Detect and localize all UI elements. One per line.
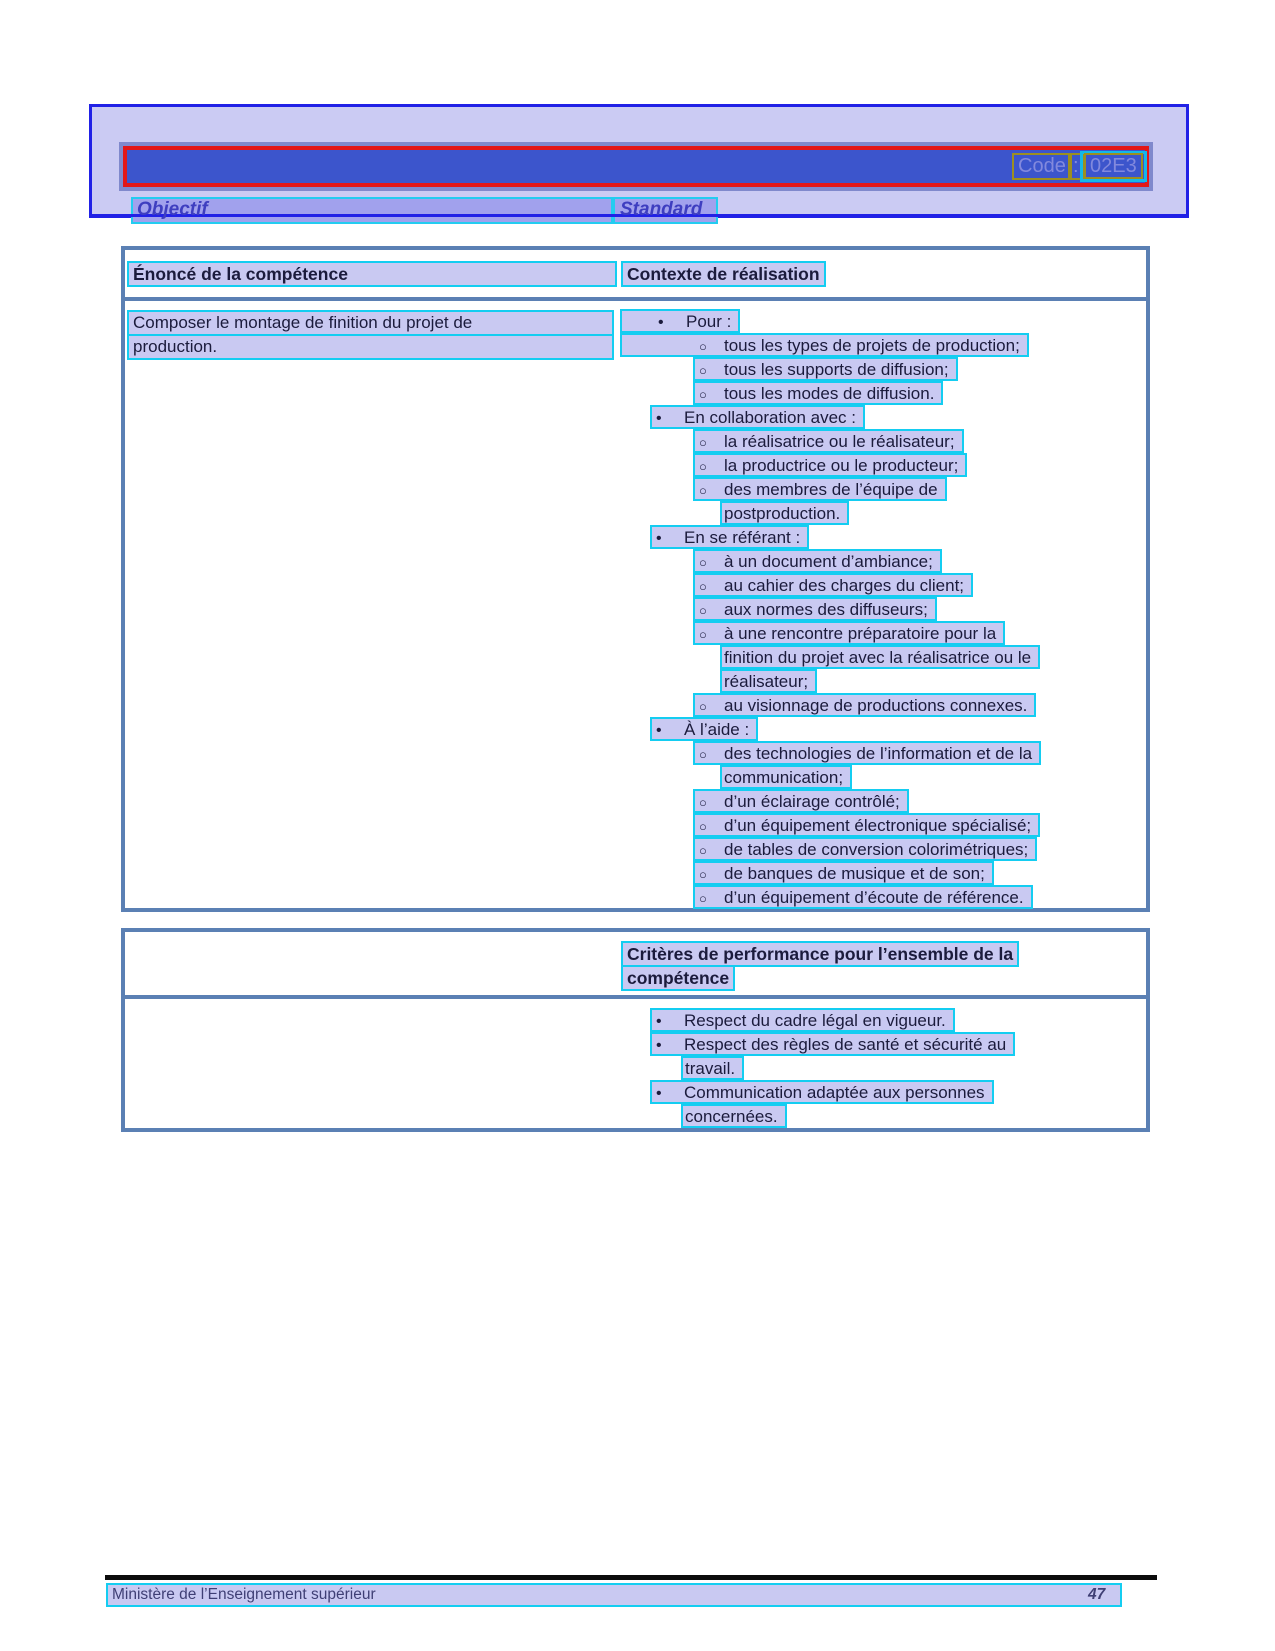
text-highlight [681, 1056, 744, 1080]
bullet-icon: ○ [699, 627, 707, 642]
list-item-label: la réalisatrice ou le réalisateur; [724, 432, 955, 451]
list-item-label: aux normes des diffuseurs; [724, 600, 928, 619]
bullet-icon: • [656, 722, 662, 739]
text-highlight [693, 477, 947, 501]
list-item [620, 717, 1155, 741]
text-highlight [650, 1080, 994, 1104]
table2-header-line [621, 965, 735, 991]
text-highlight [620, 333, 1029, 357]
text-highlight [681, 1104, 787, 1128]
list-item-label: tous les supports de diffusion; [724, 360, 949, 379]
list-item-continuation [620, 501, 1155, 525]
bullet-icon: • [656, 1037, 662, 1054]
list-item [620, 381, 1155, 405]
table2-header-text: compétence [627, 968, 730, 988]
table1-col2-header-label: Contexte de réalisation [627, 264, 820, 284]
bullet-icon: ○ [699, 891, 707, 906]
objectif-label: Objectif [137, 199, 208, 220]
list-item [620, 573, 1155, 597]
list-item-continuation [620, 1104, 1155, 1128]
list-item-label: des technologies de l’information et de la [724, 744, 1033, 763]
bullet-icon: ○ [699, 435, 707, 450]
bullet-icon: ○ [699, 795, 707, 810]
bullet-icon: ○ [699, 819, 707, 834]
bullet-icon: ○ [699, 459, 707, 474]
competence-statement-line [127, 310, 614, 336]
list-item [620, 333, 1155, 357]
bullet-icon: ○ [699, 843, 707, 858]
list-item-label: au cahier des charges du client; [724, 576, 965, 595]
list-item-label: d’un équipement électronique spécialisé; [724, 816, 1032, 835]
bullet-icon: ○ [699, 579, 707, 594]
criteria-list [620, 1008, 1155, 1128]
list-item [620, 405, 1155, 429]
list-item [620, 453, 1155, 477]
table1-col1-header-label: Énoncé de la compétence [133, 264, 348, 284]
text-highlight [693, 861, 994, 885]
list-item-label: à un document d’ambiance; [724, 552, 933, 571]
list-item [620, 861, 1155, 885]
list-item-continuation [620, 1056, 1155, 1080]
list-item [620, 525, 1155, 549]
list-item-label: Communication adaptée aux personnes [684, 1083, 985, 1102]
text-highlight [693, 789, 909, 813]
text-highlight [720, 765, 852, 789]
list-item-label: tous les types de projets de production; [724, 336, 1020, 355]
text-highlight [693, 885, 1033, 909]
bullet-icon: • [656, 530, 662, 547]
list-item-label: des membres de l’équipe de [724, 480, 938, 499]
bullet-icon: • [658, 314, 664, 331]
list-item-label: tous les modes de diffusion. [724, 384, 935, 403]
text-highlight [720, 669, 817, 693]
bullet-icon: ○ [699, 387, 707, 402]
title-banner [123, 146, 1149, 187]
competence-statement-text: production. [133, 337, 218, 356]
list-item-continuation [620, 645, 1155, 669]
text-highlight [693, 621, 1005, 645]
code-separator: : [1068, 153, 1084, 180]
list-item-label: à une rencontre préparatoire pour la [724, 624, 997, 643]
standard-label: Standard [620, 199, 703, 220]
text-highlight [693, 813, 1040, 837]
list-item [620, 789, 1155, 813]
list-item [620, 1032, 1155, 1056]
text-highlight [620, 309, 740, 333]
list-item [620, 1080, 1155, 1104]
list-item-label: de tables de conversion colorimétriques; [724, 840, 1029, 859]
bullet-icon: ○ [699, 363, 707, 378]
text-highlight [650, 1032, 1015, 1056]
table2-header-line [621, 941, 1019, 967]
list-item [620, 621, 1155, 645]
list-item [620, 885, 1155, 909]
bullet-icon: • [656, 1013, 662, 1030]
code-value-box [1080, 151, 1147, 182]
list-item [620, 549, 1155, 573]
list-item-label: En se référant : [684, 528, 801, 547]
bullet-icon: ○ [699, 699, 707, 714]
footer-ministry: Ministère de l’Enseignement supérieur [112, 1586, 376, 1603]
list-item [620, 1008, 1155, 1032]
bullet-icon: • [656, 1085, 662, 1102]
list-item-continuation [620, 765, 1155, 789]
context-list [620, 309, 1155, 909]
text-highlight [693, 741, 1041, 765]
list-item-label: finition du projet avec la réalisatrice ou le [724, 648, 1032, 667]
table2-header-text: Critères de performance pour l’ensemble de la [627, 944, 1014, 964]
table1-header-divider [121, 297, 1150, 301]
footer-rule [105, 1575, 1157, 1580]
list-item [620, 429, 1155, 453]
list-item-label: d’un éclairage contrôlé; [724, 792, 900, 811]
list-item-label: d’un équipement d’écoute de référence. [724, 888, 1024, 907]
text-highlight [693, 453, 967, 477]
list-item-label: Respect des règles de santé et sécurité au [684, 1035, 1007, 1054]
list-item [620, 477, 1155, 501]
list-item-label: de banques de musique et de son; [724, 864, 985, 883]
list-item [620, 813, 1155, 837]
table1-col2-header [621, 261, 826, 287]
list-item-label: Pour : [686, 312, 732, 331]
list-item [620, 309, 1155, 333]
bullet-icon: ○ [699, 555, 707, 570]
list-item-label: En collaboration avec : [684, 408, 856, 427]
text-highlight [720, 645, 1040, 669]
list-item-label: concernées. [685, 1107, 778, 1126]
list-item-label: au visionnage de productions connexes. [724, 696, 1028, 715]
list-item [620, 837, 1155, 861]
table2-header-divider [121, 995, 1150, 999]
text-highlight [650, 525, 809, 549]
text-highlight [693, 429, 964, 453]
text-highlight [650, 717, 758, 741]
text-highlight [650, 1008, 955, 1032]
text-highlight [693, 693, 1036, 717]
list-item [620, 597, 1155, 621]
code-label: Code [1012, 153, 1072, 180]
bullet-icon: ○ [699, 747, 707, 762]
list-item-continuation [620, 669, 1155, 693]
list-item [620, 693, 1155, 717]
bullet-icon: ○ [699, 603, 707, 618]
text-highlight [650, 405, 865, 429]
bullet-icon: ○ [699, 483, 707, 498]
text-highlight [693, 573, 973, 597]
code-value: 02E3 [1084, 153, 1143, 179]
list-item-label: Respect du cadre légal en vigueur. [684, 1011, 946, 1030]
list-item-label: communication; [724, 768, 844, 787]
text-highlight [693, 357, 958, 381]
text-highlight [693, 597, 937, 621]
text-highlight [693, 381, 943, 405]
list-item-label: réalisateur; [724, 672, 809, 691]
list-item-label: À l’aide : [684, 720, 750, 739]
list-item-label: postproduction. [724, 504, 841, 523]
list-item-label: travail. [685, 1059, 736, 1078]
text-highlight [693, 549, 942, 573]
text-highlight [720, 501, 849, 525]
competence-statement-line [127, 334, 614, 360]
footer-page-number: 47 [1088, 1586, 1106, 1603]
table1-col1-header [127, 261, 617, 287]
bullet-icon: • [656, 410, 662, 427]
bullet-icon: ○ [699, 867, 707, 882]
bullet-icon: ○ [699, 339, 707, 354]
competence-statement-text: Composer le montage de finition du projet de [133, 313, 473, 332]
list-item [620, 741, 1155, 765]
text-highlight [693, 837, 1037, 861]
list-item [620, 357, 1155, 381]
list-item-label: la productrice ou le producteur; [724, 456, 959, 475]
